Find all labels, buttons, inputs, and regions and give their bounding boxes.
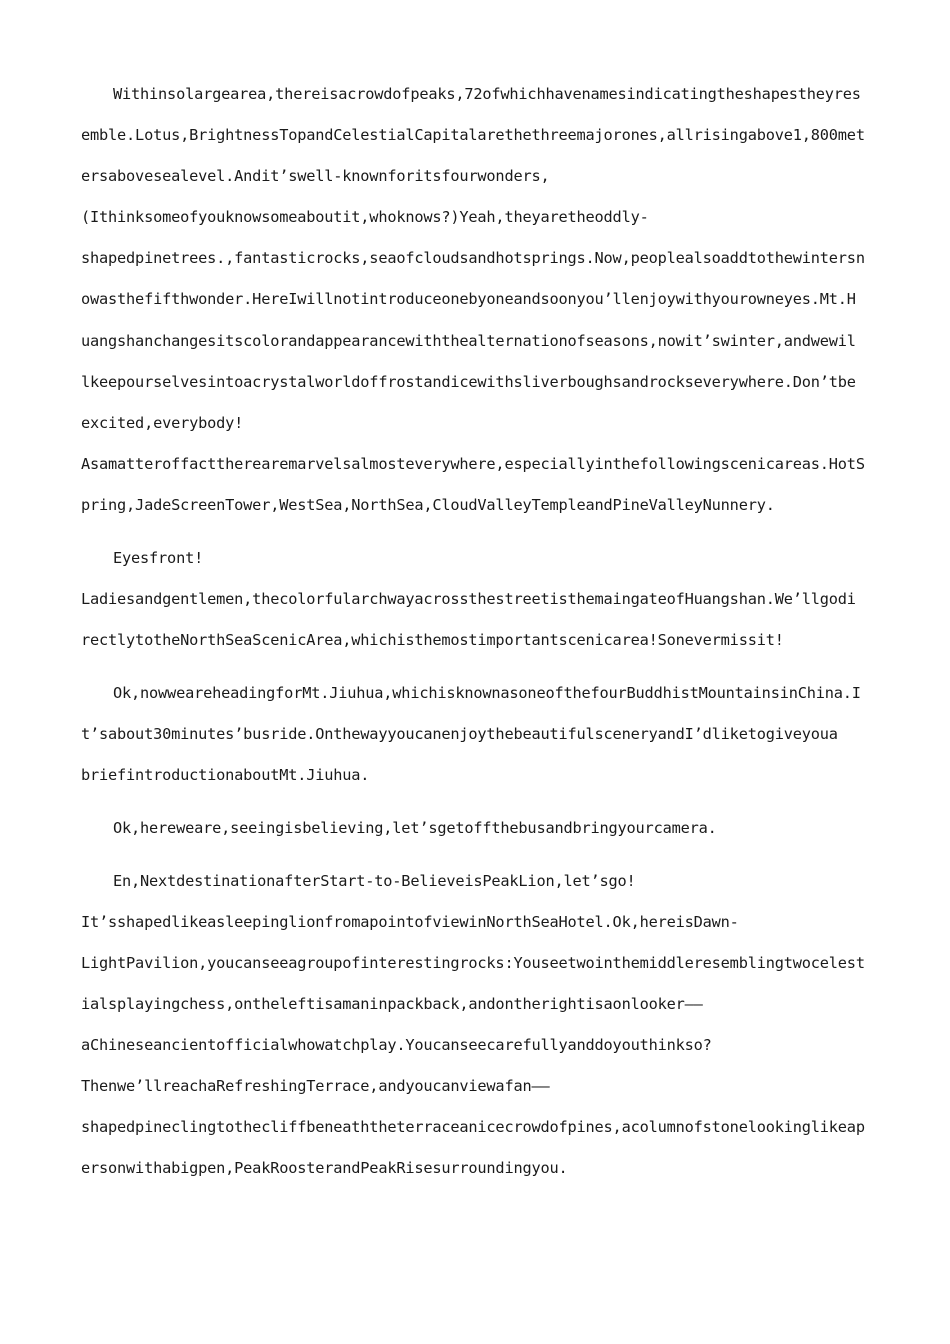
text-line-18: Ok,hereweare,seeingisbelieving,let’sgetoffthebusandbringyourcamera. <box>113 819 717 837</box>
text-line-26: ersonwithabigpen,PeakRoosterandPeakRisesurroundingyou. <box>81 1159 568 1177</box>
text-line-23: aChineseancientofficialwhowatchplay.Youcanseecarefullyanddoyouthinkso? <box>81 1036 712 1054</box>
text-line-3: ersabovesealevel.Andit’swell-knownforitsfourwonders, <box>81 167 550 185</box>
text-line-8: lkeepourselvesintoacrystalworldoffrostandicewithsliverboughsandrockseverywhere.Don’tbe <box>81 373 856 391</box>
text-line-15: Ok,nowweareheadingforMt.Jiuhua,whichisknownasoneofthefourBuddhistMountainsinChina.I <box>113 684 861 702</box>
text-line-24: Thenwe’llreachaRefreshingTerrace,andyoucanviewafan—— <box>81 1077 550 1095</box>
text-line-25: shapedpineclingtothecliffbeneaththeterraceanicecrowdofpines,acolumnofstonelookinglikeap <box>81 1118 865 1136</box>
text-line-9: excited,everybody! <box>81 414 244 432</box>
text-line-16: t’sabout30minutes’busride.OnthewayyoucanenjoythebeautifulsceneryandI’dliketogiveyoua <box>81 725 838 743</box>
text-line-5: shapedpinetrees.,fantasticrocks,seaofcloudsandhotsprings.Now,peoplealsoaddtothewintersn <box>81 249 865 267</box>
text-line-6: owasthefifthwonder.HereIwillnotintroduceonebyoneandsoonyou’llenjoywithyourowneyes.Mt.H <box>81 290 856 308</box>
text-line-11: pring,JadeScreenTower,WestSea,NorthSea,CloudValleyTempleandPineValleyNunnery. <box>81 496 775 514</box>
text-line-1: Withinsolargearea,thereisacrowdofpeaks,72ofwhichhavenamesindicatingtheshapestheyres <box>113 85 861 103</box>
text-line-7: uangshanchangesitscolorandappearancewiththealternationofseasons,nowit’swinter,andwewil <box>81 332 856 350</box>
text-line-20: It’sshapedlikeasleepinglionfromapointofviewinNorthSeaHotel.Ok,hereisDawn- <box>81 913 739 931</box>
text-line-19: En,NextdestinationafterStart-to-BelieveisPeakLion,let’sgo! <box>113 872 636 890</box>
text-line-21: LightPavilion,youcanseeagroupofinterestingrocks:Youseetwointhemiddleresemblingtwocelest <box>81 954 865 972</box>
text-line-12: Eyesfront! <box>113 549 204 567</box>
text-line-2: emble.Lotus,BrightnessTopandCelestialCapitalarethethreemajorones,allrisingabove1,800met <box>81 126 865 144</box>
text-line-4: (Ithinksomeofyouknowsomeaboutit,whoknows?)Yeah,theyaretheoddly- <box>81 208 649 226</box>
text-line-22: ialsplayingchess,ontheleftisamaninpackback,andontherightisaonlooker—— <box>81 995 703 1013</box>
text-line-17: briefintroductionaboutMt.Jiuhua. <box>81 766 370 784</box>
text-line-14: rectlytotheNorthSeaScenicArea,whichisthemostimportantscenicarea!Sonevermissit! <box>81 631 784 649</box>
text-line-10: Asamatteroffacttherearemarvelsalmosteverywhere,especiallyinthefollowingscenicareas.HotS <box>81 455 865 473</box>
text-line-13: Ladiesandgentlemen,thecolorfularchwayacrossthestreetisthemaingateofHuangshan.We’llgodi <box>81 590 856 608</box>
